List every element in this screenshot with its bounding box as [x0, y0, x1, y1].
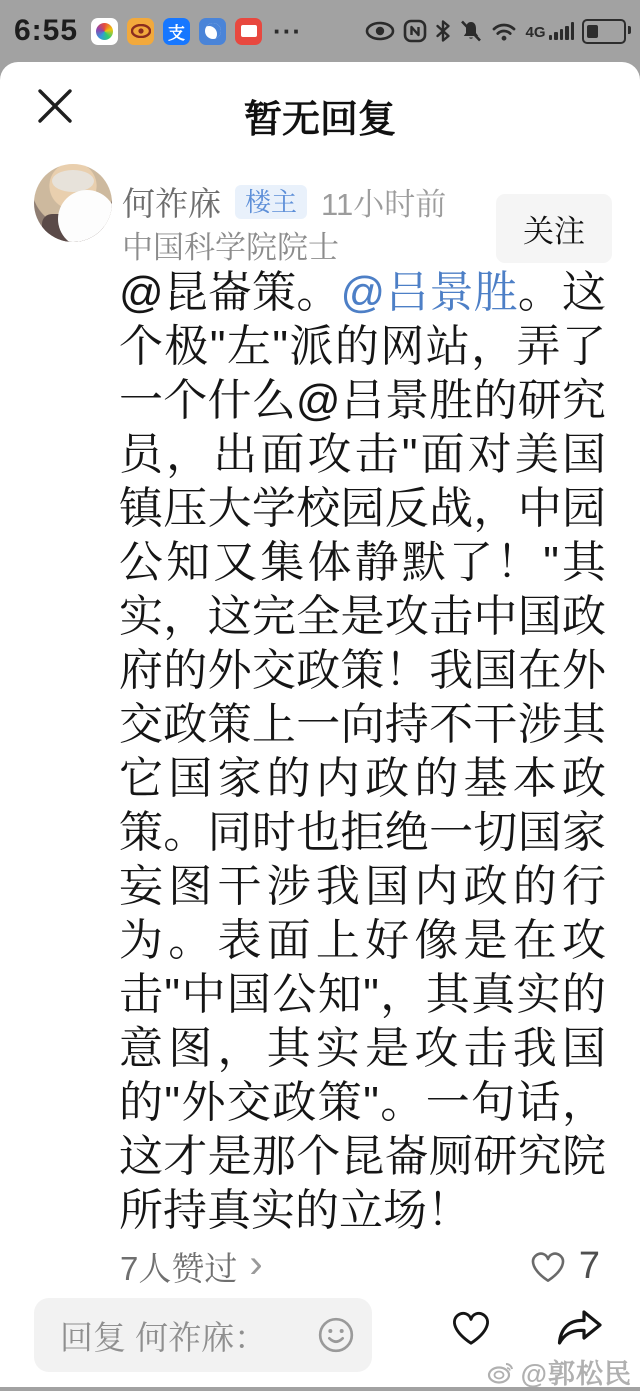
author-name[interactable]: 何祚庥	[122, 185, 221, 222]
chevron-right-icon: ›	[249, 1242, 263, 1286]
like-count: 7	[578, 1244, 600, 1287]
like-heart-icon[interactable]	[527, 1247, 569, 1285]
gallery-app-icon	[91, 18, 118, 45]
comment-like-control	[527, 1245, 600, 1288]
nfc-icon	[403, 19, 427, 43]
status-bar-right	[365, 19, 626, 44]
weibo-logo-icon	[486, 1359, 516, 1385]
like-button[interactable]	[448, 1306, 494, 1348]
battery-icon	[582, 19, 626, 44]
alipay-app-icon	[163, 18, 190, 45]
likes-summary-link[interactable]	[120, 1243, 263, 1290]
mail-app-icon	[235, 18, 262, 45]
avatar-photo	[52, 170, 94, 192]
comment-content	[119, 266, 606, 1238]
emoji-icon[interactable]	[316, 1315, 356, 1355]
timestamp: 11小时前	[321, 187, 447, 222]
reply-input[interactable]	[34, 1298, 372, 1372]
op-badge: 楼主	[235, 185, 307, 219]
status-bar	[0, 0, 640, 62]
clock: 6:55	[14, 14, 79, 47]
follow-button[interactable]: 关注	[496, 194, 612, 263]
signal-bars	[549, 22, 575, 40]
weibo-app-icon	[127, 18, 154, 45]
mute-icon	[459, 19, 483, 43]
likes-row	[120, 1240, 600, 1292]
watermark	[486, 1352, 632, 1391]
wifi-icon	[491, 20, 517, 42]
reply-placeholder: 回复 何祚庥：	[60, 1318, 268, 1356]
more-notifications-icon: ···	[273, 15, 303, 46]
eye-icon	[365, 21, 395, 41]
watermark-text: @郭松民	[520, 1359, 632, 1389]
alipay-glyph: 支	[168, 23, 186, 43]
comment-panel	[0, 62, 640, 1387]
content-text-rest: 。这个极"左"派的网站，弄了一个什么@吕景胜的研究员，出面攻击"面对美国镇压大学校园反战，中园公知又集体静默了！"其实，这完全是攻击中国政府的外交政策！我国在外交政策上一向持不干涉其它国家的内政的基本政策。同时也拒绝一切国家妄图干涉我国内政的行为。表面上好像是在攻击"中国公知"，其真实的意图，其实是攻击我国的"外交政策"。一句话，这才是那个昆崙厕研究院所持真实的立场！	[119, 268, 607, 1235]
avatar[interactable]	[34, 164, 112, 242]
network-type-label: 4G	[525, 24, 546, 41]
author-row	[122, 178, 446, 225]
status-bar-left	[14, 14, 302, 48]
messenger-app-icon	[199, 18, 226, 45]
author-description: 中国科学院院士	[122, 230, 339, 265]
content-text-pre: @昆崙策。	[119, 268, 341, 317]
share-button[interactable]	[554, 1302, 606, 1350]
signal-4g-icon	[525, 22, 574, 40]
mention-link[interactable]: @吕景胜	[340, 268, 518, 317]
avatar-sticker-overlay	[58, 190, 112, 242]
page-title: 暂无回复	[243, 99, 396, 141]
bluetooth-icon	[435, 19, 451, 43]
likes-summary-text: 7人赞过	[120, 1249, 238, 1287]
